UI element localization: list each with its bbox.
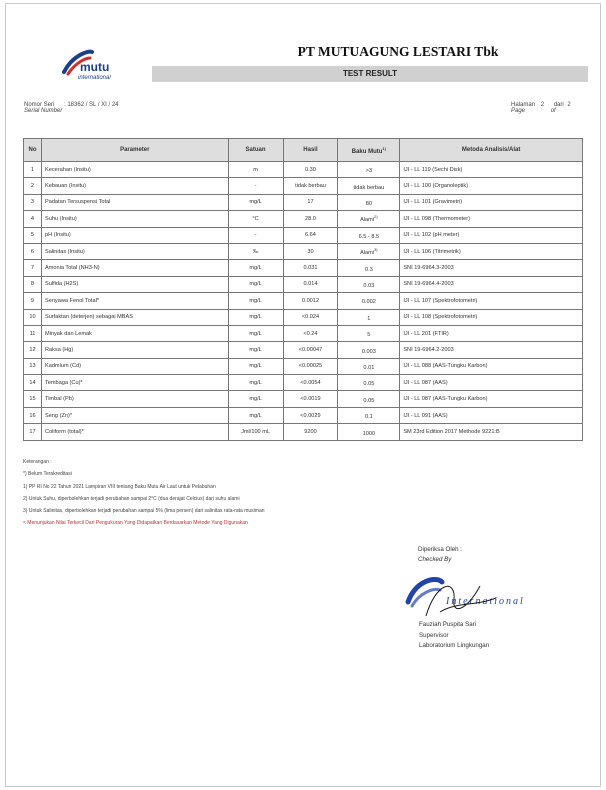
cell-metoda: IJI - LL 101 (Gravimetri) (400, 194, 583, 210)
logo-name: mutu (80, 60, 110, 74)
table-header-row (24, 139, 583, 162)
cell-no: 5 (24, 227, 42, 243)
cell-metoda: IJI - LL 098 (Thermometer) (400, 211, 583, 227)
nomor-value: : 18362 / SL / XI / 24 (64, 102, 119, 108)
cell-hasil: <0.00025 (283, 358, 338, 374)
cell-no: 2 (24, 178, 42, 194)
cell-no: 6 (24, 243, 42, 259)
cell-satuan: mg/L (228, 260, 283, 276)
col-no: No (24, 139, 42, 162)
note-item: 1) PP RI No 22 Tahun 2021 Lampiran VIII tentang Baku Mutu Air Laut untuk Pelabuhan (23, 483, 216, 490)
cell-baku-mutu: 0.003 (338, 342, 400, 358)
cell-metoda: IJI - LL 091 (AAS) (400, 407, 583, 423)
table-row (24, 227, 583, 243)
signature-stamp (396, 572, 536, 624)
table-row (24, 375, 583, 391)
cell-parameter: Kebauan (Insitu) (41, 178, 228, 194)
cell-parameter: Tembaga (Cu)* (41, 375, 228, 391)
cell-hasil: 30 (283, 243, 338, 259)
table-row (24, 325, 583, 341)
cell-no: 17 (24, 424, 42, 440)
cell-satuan: mg/L (228, 276, 283, 292)
cell-baku-mutu: 0.01 (338, 358, 400, 374)
cell-parameter: Sulfida (H2S) (41, 276, 228, 292)
cell-no: 11 (24, 325, 42, 341)
cell-no: 7 (24, 260, 42, 276)
cell-satuan: mg/L (228, 309, 283, 325)
cell-baku-mutu: 1000 (338, 424, 400, 440)
table-row (24, 358, 583, 374)
company-name: PT MUTUAGUNG LESTARI Tbk (297, 44, 499, 59)
cell-hasil: <0.0019 (283, 391, 338, 407)
table-row (24, 211, 583, 227)
cell-metoda: IJI - LL 100 (Organoleptik) (400, 178, 583, 194)
cell-no: 10 (24, 309, 42, 325)
signatory-name: Fauziah Puspita Sari (419, 621, 477, 628)
test-result-banner: TEST RESULT (152, 66, 588, 82)
table-row (24, 260, 583, 276)
cell-satuan: mg/L (228, 375, 283, 391)
cell-no: 1 (24, 162, 42, 178)
cell-parameter: Coliform (total)* (41, 424, 228, 440)
cell-metoda: IJI - LL 087 (AAS) (400, 375, 583, 391)
cell-no: 8 (24, 276, 42, 292)
cell-satuan: mg/L (228, 358, 283, 374)
cell-metoda: IJI - LL 087 (AAS-Tungku Karbon) (400, 391, 583, 407)
cell-hasil: 0.031 (283, 260, 338, 276)
cell-hasil: <0.0029 (283, 407, 338, 423)
cell-baku-mutu: 80 (338, 194, 400, 210)
checked-en: Checked By (418, 556, 452, 563)
cell-metoda: SNI 19-6964.3-2003 (400, 260, 583, 276)
cell-baku-mutu: 0.3 (338, 260, 400, 276)
cell-baku-mutu: >3 (338, 162, 400, 178)
cell-metoda: IJI - LL 102 (pH meter) (400, 227, 583, 243)
cell-baku-mutu: 5 (338, 325, 400, 341)
cell-parameter: pH (Insitu) (41, 227, 228, 243)
mutu-logo (58, 44, 138, 84)
cell-satuan: ‰ (228, 243, 283, 259)
cell-metoda: IJI - LL 201 (FTIR) (400, 325, 583, 341)
cell-hasil: <0.00047 (283, 342, 338, 358)
table-row (24, 178, 583, 194)
cell-baku-mutu: Alami$^{3)}$ (338, 243, 400, 259)
table-row (24, 276, 583, 292)
cell-parameter: Suhu (Insitu) (41, 211, 228, 227)
cell-satuan: mg/L (228, 293, 283, 309)
cell-no: 14 (24, 375, 42, 391)
cell-baku-mutu: 1 (338, 309, 400, 325)
cell-metoda: IJI - LL 108 (Spektrofotometri) (400, 309, 583, 325)
cell-no: 9 (24, 293, 42, 309)
cell-hasil: 6.64 (283, 227, 338, 243)
cell-metoda: SNI 19-6964.2-2003 (400, 342, 583, 358)
col-parameter: Parameter (41, 139, 228, 162)
signatory-dept: Laboratorium Lingkungan (419, 642, 490, 649)
cell-hasil: 28.0 (283, 211, 338, 227)
cell-parameter: Senyawa Fenol Total* (41, 293, 228, 309)
dari-value: 2 (567, 102, 571, 108)
cell-parameter: Padatan Tersuspensi Total (41, 194, 228, 210)
cell-parameter: Salinitas (Insitu) (41, 243, 228, 259)
cell-no: 15 (24, 391, 42, 407)
cell-metoda: SNI 19-6964.4-2003 (400, 276, 583, 292)
cell-parameter: Timbal (Pb) (41, 391, 228, 407)
notes-block (23, 456, 265, 530)
table-row (24, 342, 583, 358)
checked-by-block (418, 545, 462, 565)
col-hasil: Hasil (283, 139, 338, 162)
cell-satuan: mg/L (228, 194, 283, 210)
cell-baku-mutu: 0.1 (338, 407, 400, 423)
col-baku-mutu: Baku Mutu$^{1)}$ (338, 139, 400, 162)
cell-no: 4 (24, 211, 42, 227)
cell-satuan: Jml/100 mL (228, 424, 283, 440)
cell-baku-mutu: 0.002 (338, 293, 400, 309)
checked-id: Diperiksa Oleh : (418, 546, 463, 553)
note-item: 2) Untuk Suhu, diperbolehkan terjadi perubahan sampai 2°C (dua derajat Celcius) dari suhu alami (23, 495, 240, 502)
cell-parameter: Minyak dan Lemak (41, 325, 228, 341)
cell-metoda: IJI - LL 107 (Spektrofotometri) (400, 293, 583, 309)
logo-sub: international (78, 75, 111, 81)
cell-no: 12 (24, 342, 42, 358)
cell-satuan: - (228, 227, 283, 243)
col-metoda: Metoda Analisis/Alat (400, 139, 583, 162)
cell-hasil: <0.24 (283, 325, 338, 341)
note-item: 3) Untuk Salinitas, diperbolehkan terjadi perubahan sampai 5% (lima persen) dari salinitas rata-rata musiman (23, 508, 265, 515)
cell-baku-mutu: 6.5 - 8.5 (338, 227, 400, 243)
halaman-label: Halaman (511, 102, 536, 108)
cell-no: 3 (24, 194, 42, 210)
cell-baku-mutu: 0.05 (338, 375, 400, 391)
cell-hasil: 0.014 (283, 276, 338, 292)
cell-parameter: Raksa (Hg) (41, 342, 228, 358)
signatory-block (419, 620, 489, 652)
page-label: Page (511, 108, 526, 114)
cell-no: 13 (24, 358, 42, 374)
table-row (24, 407, 583, 423)
cell-metoda: IJI - LL 106 (Titrimetrik) (400, 243, 583, 259)
cell-parameter: Seng (Zn)* (41, 407, 228, 423)
cell-hasil: <0.024 (283, 309, 338, 325)
cell-parameter: Amonia Total (NH3-N) (41, 260, 228, 276)
cell-hasil: 0.0012 (283, 293, 338, 309)
nomor-label: Nomor Seri (24, 102, 55, 108)
serial-number-block (24, 102, 119, 114)
table-row (24, 293, 583, 309)
serial-label: Serial Number (24, 108, 63, 114)
col-satuan: Satuan (228, 139, 283, 162)
cell-satuan: m (228, 162, 283, 178)
of-label: of (550, 108, 556, 114)
cell-metoda: IJI - LL 088 (AAS-Tungku Karbon) (400, 358, 583, 374)
cell-parameter: Kadmium (Cd) (41, 358, 228, 374)
cell-satuan: - (228, 178, 283, 194)
cell-baku-mutu: tidak berbau (338, 178, 400, 194)
cell-hasil: 9200 (283, 424, 338, 440)
table-row (24, 391, 583, 407)
cell-hasil: tidak berbau (283, 178, 338, 194)
table-row (24, 243, 583, 259)
notes-title: Keterangan : (23, 459, 52, 465)
note-item: < Menunjukan Nilai Terkecil Dari Pengukuran Yang Didapatkan Berdasarkan Metode Yang Digunakan (23, 520, 248, 527)
signatory-role: Supervisor (419, 631, 449, 639)
cell-hasil: 17 (283, 194, 338, 210)
cell-parameter: Kecerahan (Insitu) (41, 162, 228, 178)
cell-baku-mutu: 0.03 (338, 276, 400, 292)
cell-satuan: mg/L (228, 407, 283, 423)
svg-text:International: International (446, 596, 525, 607)
cell-satuan: mg/L (228, 391, 283, 407)
cell-hasil: <0.0054 (283, 375, 338, 391)
page-number-block (511, 102, 571, 114)
cell-metoda: SM 23rd Edition 2017 Methode 9221:B (400, 424, 583, 440)
table-row (24, 424, 583, 440)
table-row (24, 309, 583, 325)
cell-baku-mutu: 0.05 (338, 391, 400, 407)
cell-metoda: IJI - LL 119 (Sechi Disk) (400, 162, 583, 178)
test-result-table (23, 138, 583, 441)
cell-baku-mutu: Alami$^{2)}$ (338, 211, 400, 227)
note-item: *) Belum Terakreditasi (23, 471, 72, 478)
table-row (24, 162, 583, 178)
cell-parameter: Surfaktan (deterjen) sebagai MBAS (41, 309, 228, 325)
dari-label: dari (553, 102, 564, 108)
cell-hasil: 0.30 (283, 162, 338, 178)
cell-satuan: °C (228, 211, 283, 227)
cell-satuan: mg/L (228, 325, 283, 341)
cell-satuan: mg/L (228, 342, 283, 358)
table-row (24, 194, 583, 210)
halaman-value: 2 (540, 102, 545, 108)
cell-no: 16 (24, 407, 42, 423)
